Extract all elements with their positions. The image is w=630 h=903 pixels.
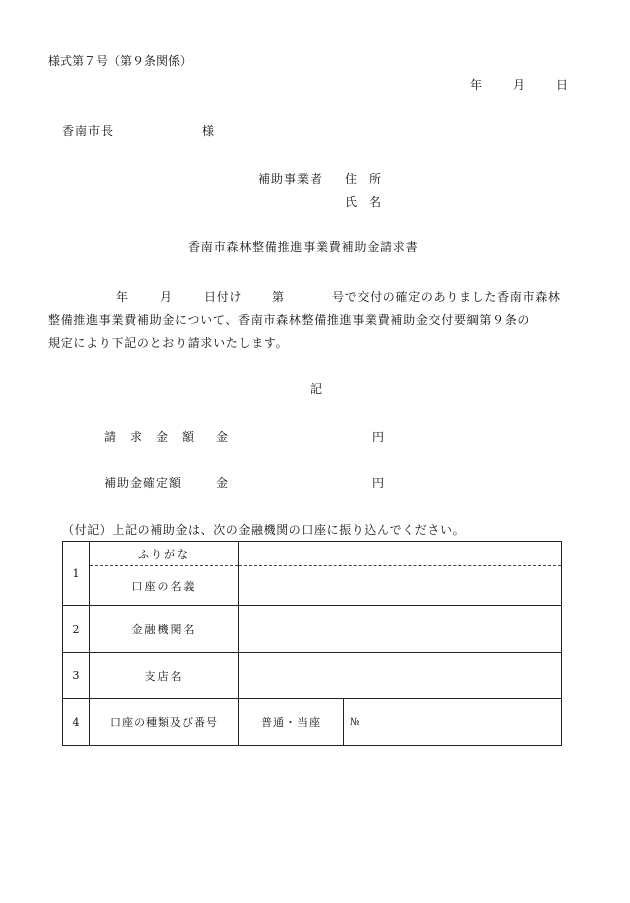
account-holder-field[interactable] (239, 566, 562, 606)
date-month: 月 (513, 78, 526, 92)
applicant-address-label: 住 所 (345, 172, 382, 186)
body-line2: 整備推進事業費補助金について、香南市森林整備推進事業費補助金交付要綱第９条の (48, 313, 531, 327)
row-number-2: 2 (63, 606, 90, 653)
date-year: 年 (470, 78, 483, 92)
note-text: （付記）上記の補助金は、次の金融機関の口座に振り込んでください。 (62, 523, 466, 537)
confirmed-prefix: 金 (216, 476, 229, 490)
account-type-text: 普通・当座 (261, 716, 321, 729)
ki-heading: 記 (310, 382, 323, 396)
bank-account-table (62, 541, 562, 746)
date-day: 日 (556, 78, 569, 92)
furigana-label: ふりがな (90, 542, 239, 566)
furigana-field[interactable] (239, 542, 562, 566)
body-year: 年 (116, 290, 129, 304)
account-type-number-label: 口座の種類及び番号 (90, 699, 239, 746)
claim-prefix: 金 (216, 430, 229, 444)
branch-name-label: 支店名 (90, 653, 239, 699)
account-number-prefix: № (350, 716, 360, 728)
document-title: 香南市森林整備推進事業費補助金請求書 (188, 240, 419, 254)
confirmed-unit: 円 (372, 476, 385, 490)
bank-name-field[interactable] (239, 606, 562, 653)
body-line1-rest: 号で交付の確定のありました香南市森林 (332, 290, 561, 304)
body-line3: 規定により下記のとおり請求いたします。 (48, 336, 289, 350)
confirmed-label: 補助金確定額 (104, 476, 183, 490)
applicant-role: 補助事業者 (258, 172, 324, 186)
row-number-1: 1 (63, 542, 90, 606)
addressee-honorific: 様 (202, 124, 215, 138)
claim-label: 請 求 金 額 (104, 430, 196, 444)
account-type-options[interactable] (239, 699, 344, 745)
row-number-3: 3 (63, 653, 90, 699)
applicant-name-label: 氏 名 (345, 195, 382, 209)
account-type-number-cell (239, 699, 562, 746)
form-number: 様式第７号（第９条関係） (48, 54, 193, 68)
account-holder-label: 口座の名義 (90, 566, 239, 606)
body-number-prefix: 第 (272, 290, 285, 304)
account-number-field[interactable] (344, 699, 561, 745)
row-number-4: 4 (63, 699, 90, 746)
addressee-name: 香南市長 (62, 124, 115, 138)
branch-name-field[interactable] (239, 653, 562, 699)
body-date-suffix: 日付け (204, 290, 243, 304)
bank-name-label: 金融機関名 (90, 606, 239, 653)
body-month: 月 (160, 290, 173, 304)
claim-unit: 円 (372, 430, 385, 444)
